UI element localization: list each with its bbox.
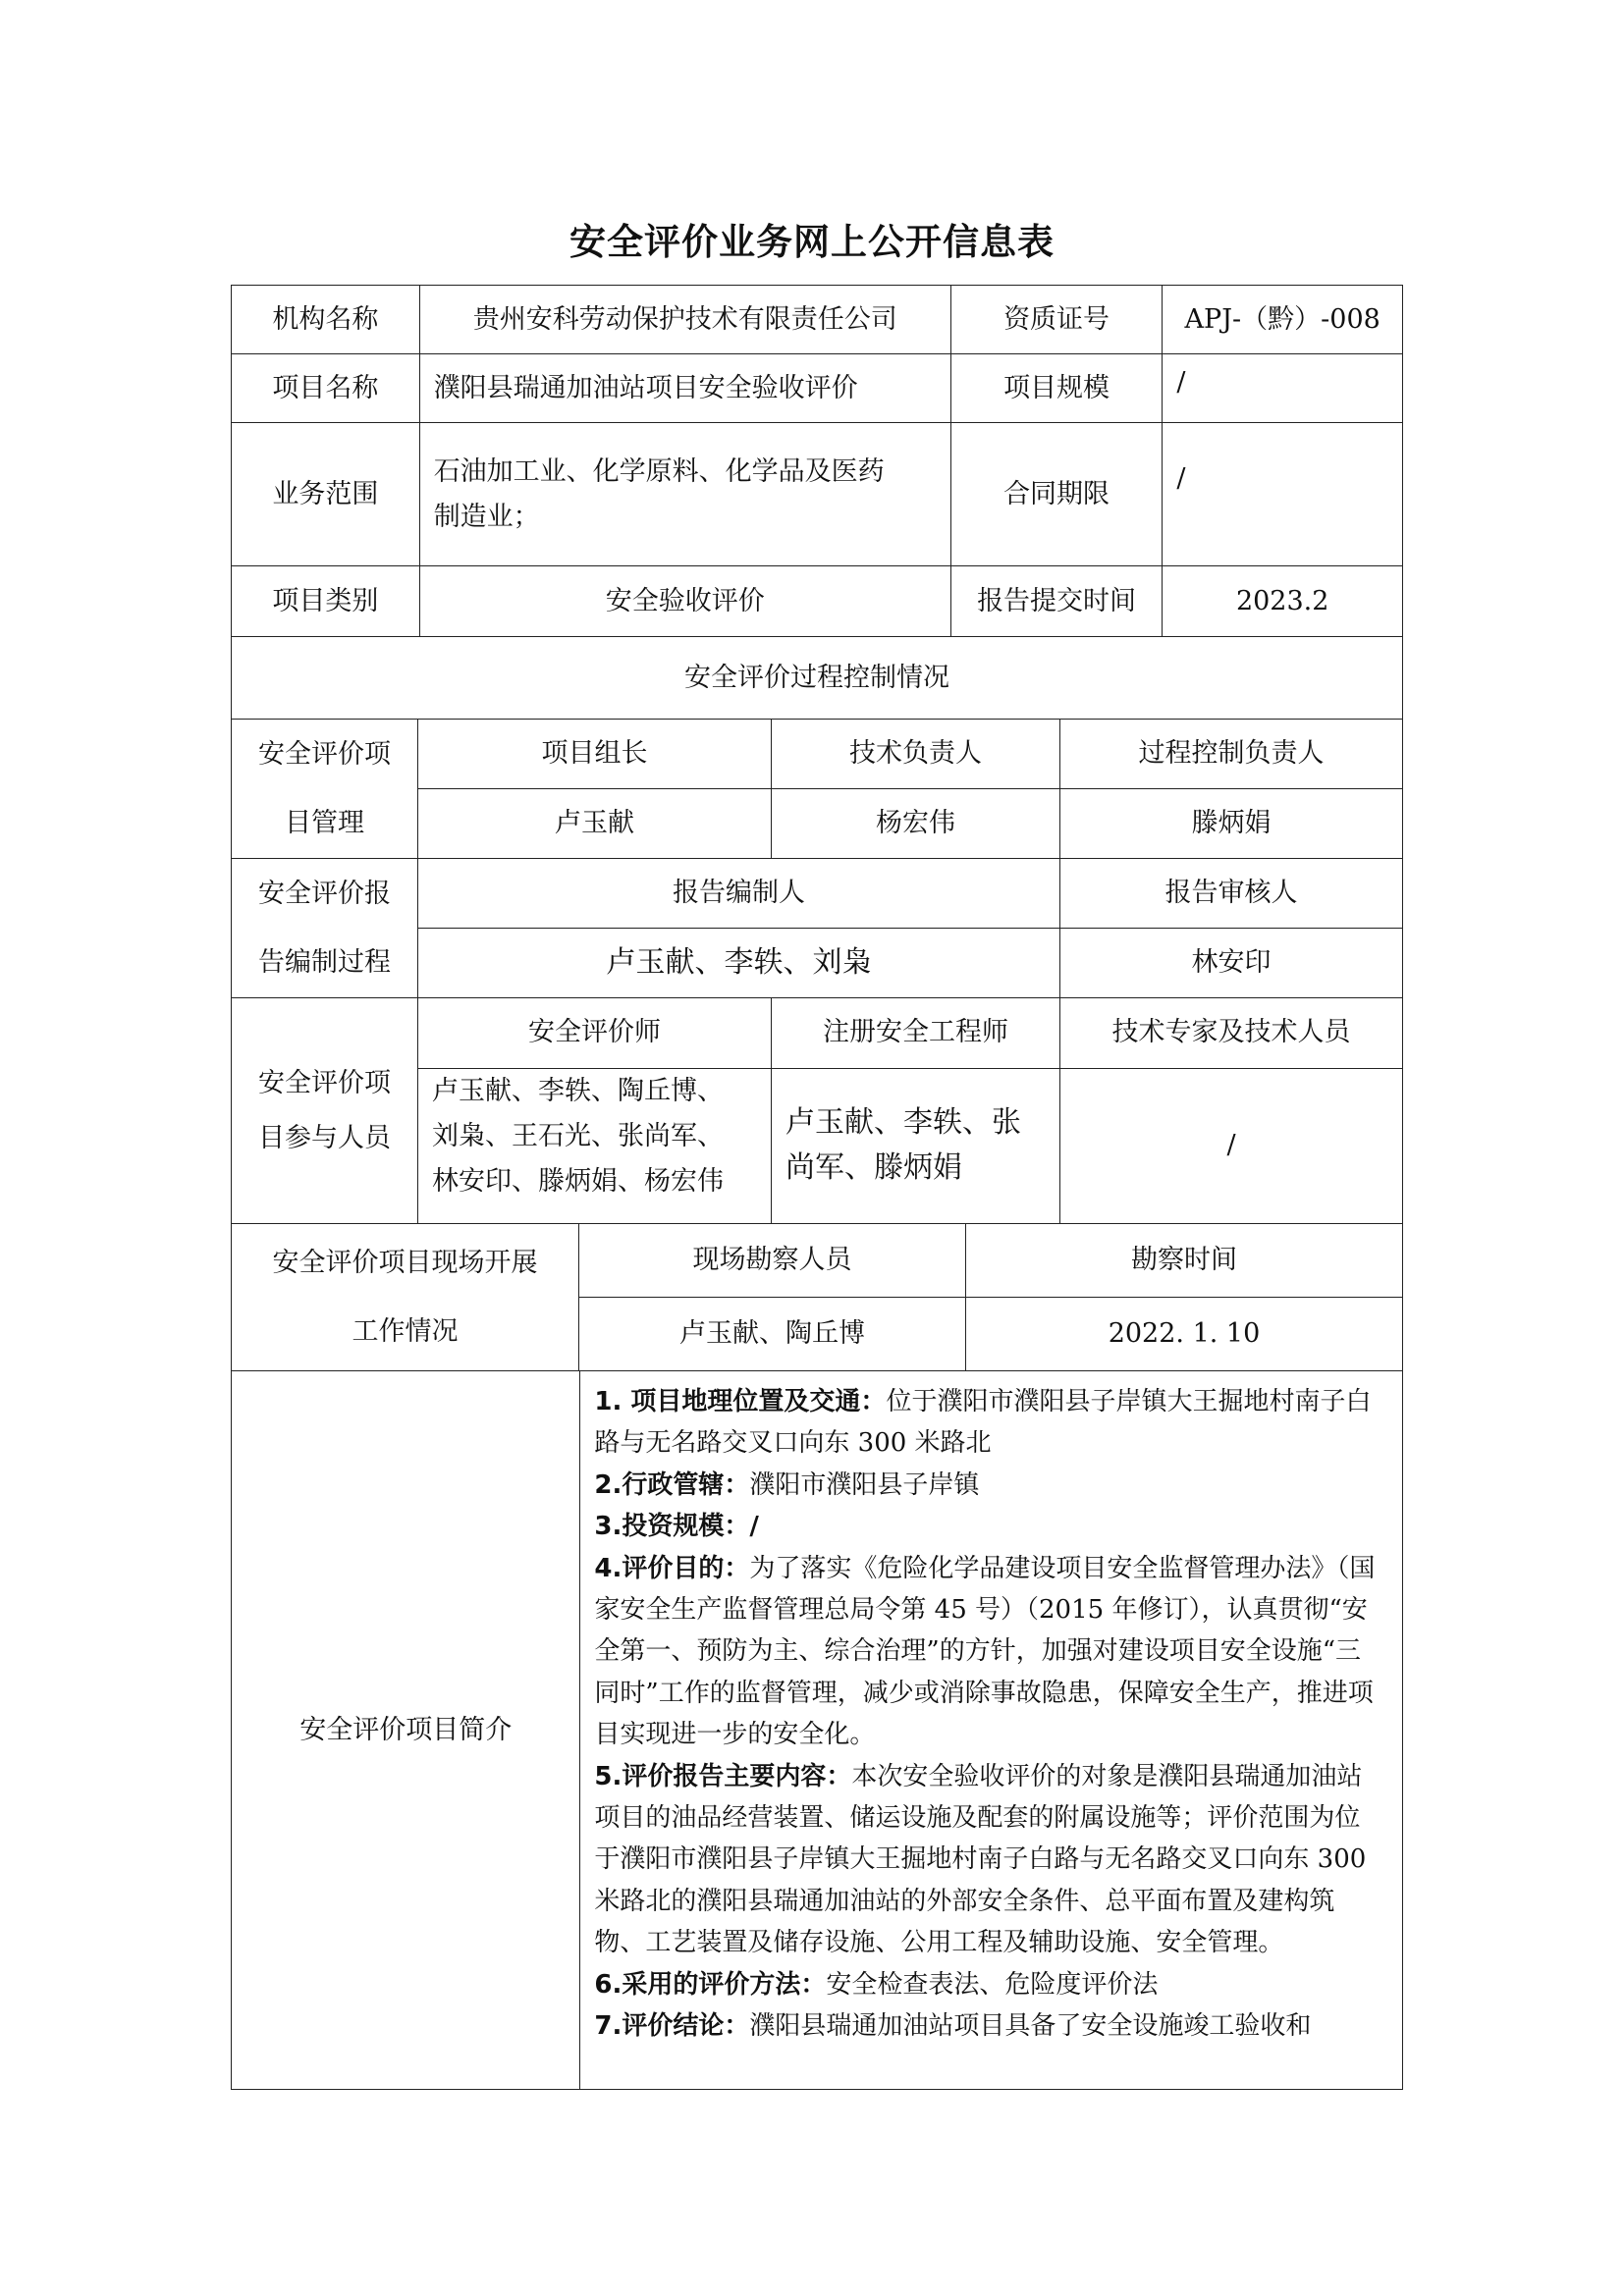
header-site-staff: 现场勘察人员 (579, 1224, 966, 1297)
participants-label-line1: 安全评价项 (258, 1067, 391, 1098)
project-value: 濮阳县瑞通加油站项目安全验收评价 (420, 354, 951, 422)
intro-item-head: 5.评价报告主要内容： (594, 1761, 852, 1791)
project-label: 项目名称 (232, 354, 420, 422)
experts-value: / (1226, 1130, 1236, 1161)
intro-item-head: 4.评价目的： (594, 1553, 750, 1583)
intro-item-text: 为了落实《危险化学品建设项目安全监督管理办法》（国家安全生产监督管理总局令第 45 号）（2015 年修订），认真贯彻“安全第一、预防为主、综合治理”的方针，加强对建设项目安全设施“三同时”工作的监督管理，减少或消除事故隐患，保障安全生产，推进项目实现进一步的安全化。 (594, 1553, 1376, 1750)
contract-label: 合同期限 (951, 423, 1164, 565)
intro-item (594, 1548, 1384, 1756)
site-label-line2: 工作情况 (352, 1315, 459, 1347)
header-report-reviewer: 报告审核人 (1164, 877, 1298, 908)
report-author-value: 卢玉献、李轶、刘枭 (418, 929, 1060, 998)
survey-time-value: 2022. 1. 10 (1108, 1317, 1261, 1349)
participants-label (232, 998, 418, 1223)
report-label-line2: 告编制过程 (258, 946, 391, 978)
row-report (232, 859, 1402, 998)
intro-item-text: 濮阳县瑞通加油站项目具备了安全设施竣工验收和 (749, 2011, 1312, 2042)
submit-label: 报告提交时间 (951, 566, 1164, 636)
intro-item (594, 1756, 1384, 1964)
intro-item (594, 1465, 1384, 1506)
evaluators-line2: 刘枭、王石光、张尚军、 (432, 1120, 724, 1151)
org-label: 机构名称 (232, 286, 420, 353)
scope-value-line2: 制造业； (433, 501, 540, 532)
header-process-lead: 过程控制负责人 (1138, 737, 1325, 769)
cert-label: 资质证号 (951, 286, 1164, 353)
intro-item-text: 本次安全验收评价的对象是濮阳县瑞通加油站项目的油品经营装置、储运设施及配套的附属设施等；评价范围为位于濮阳市濮阳县子岸镇大王掘地村南子白路与无名路交叉口向东 300 米路北的濮阳县瑞通加油站的外部安全条件、总平面布置及建构筑物、工艺装置及储存设施、公用工程及辅助设施、安全管理。 (594, 1761, 1367, 1958)
row-site (232, 1224, 1402, 1371)
intro-item (594, 2005, 1384, 2047)
header-team-lead: 项目组长 (418, 720, 772, 788)
intro-content (580, 1371, 1402, 2089)
header-tech-lead: 技术负责人 (772, 720, 1060, 788)
report-label (232, 859, 418, 997)
intro-item-head: 7.评价结论： (594, 2011, 750, 2042)
header-report-author: 报告编制人 (418, 859, 1060, 928)
header-experts: 技术专家及技术人员 (1111, 1017, 1351, 1048)
intro-item-text: 濮阳市濮阳县子岸镇 (749, 1469, 980, 1500)
report-reviewer-value: 林安印 (1191, 946, 1272, 978)
cert-value: APJ-（黔）-008 (1184, 303, 1380, 335)
category-value: 安全验收评价 (420, 566, 951, 636)
site-staff-value: 卢玉献、陶丘博 (579, 1298, 966, 1371)
row-category (232, 566, 1402, 637)
info-table (231, 285, 1403, 2090)
intro-item (594, 1964, 1384, 2005)
scope-value-line1: 石油加工业、化学原料、化学品及医药 (433, 455, 885, 487)
process-lead-value: 滕炳娟 (1191, 807, 1272, 838)
row-org (232, 286, 1402, 354)
scale-value: / (1176, 367, 1186, 398)
team-lead-value: 卢玉献 (418, 789, 772, 859)
intro-item-head: 3.投资规模：/ (594, 1512, 759, 1542)
intro-item-head: 2.行政管辖： (594, 1469, 750, 1500)
evaluators-line1: 卢玉献、李轶、陶丘博、 (432, 1075, 724, 1106)
intro-item-text: 位于濮阳市濮阳县子岸镇大王掘地村南子白路与无名路交叉口向东 300 米路北 (594, 1387, 1372, 1459)
participants-label-line2: 目参与人员 (258, 1122, 391, 1153)
row-intro (232, 1371, 1402, 2089)
row-project (232, 354, 1402, 423)
site-label-line1: 安全评价项目现场开展 (272, 1247, 538, 1278)
row-management (232, 720, 1402, 859)
intro-item-text: 安全检查表法、危险度评价法 (826, 1969, 1159, 2000)
header-engineers: 注册安全工程师 (772, 998, 1060, 1068)
engineers-value (772, 1069, 1060, 1223)
row-scope (232, 423, 1402, 566)
page-title: 安全评价业务网上公开信息表 (569, 221, 1055, 263)
tech-lead-value: 杨宏伟 (772, 789, 1060, 859)
evaluators-line3: 林安印、滕炳娟、杨宏伟 (432, 1165, 724, 1197)
engineers-line2: 尚军、滕炳娟 (785, 1150, 962, 1186)
header-evaluators: 安全评价师 (418, 998, 772, 1068)
submit-value: 2023.2 (1235, 585, 1329, 616)
intro-item-head: 6.采用的评价方法： (594, 1969, 827, 2000)
evaluators-value (418, 1069, 772, 1223)
row-participants (232, 998, 1402, 1224)
contract-value: / (1176, 463, 1186, 494)
process-title: 安全评价过程控制情况 (684, 662, 949, 693)
management-label-line1: 安全评价项 (258, 738, 391, 770)
engineers-line1: 卢玉献、李轶、张 (785, 1105, 1021, 1141)
intro-item-head: 1. 项目地理位置及交通： (594, 1387, 887, 1416)
org-value: 贵州安科劳动保护技术有限责任公司 (420, 286, 951, 353)
scope-label: 业务范围 (232, 423, 420, 565)
row-process-title (232, 637, 1402, 720)
report-label-line1: 安全评价报 (258, 878, 391, 909)
intro-item (594, 1506, 1384, 1547)
management-label (232, 720, 418, 858)
intro-item (594, 1381, 1384, 1465)
site-label (232, 1224, 579, 1370)
intro-label: 安全评价项目简介 (232, 1371, 580, 2089)
scope-value (420, 423, 951, 565)
category-label: 项目类别 (232, 566, 420, 636)
header-survey-time: 勘察时间 (1131, 1244, 1237, 1275)
management-label-line2: 目管理 (285, 807, 364, 838)
scale-label: 项目规模 (951, 354, 1164, 422)
